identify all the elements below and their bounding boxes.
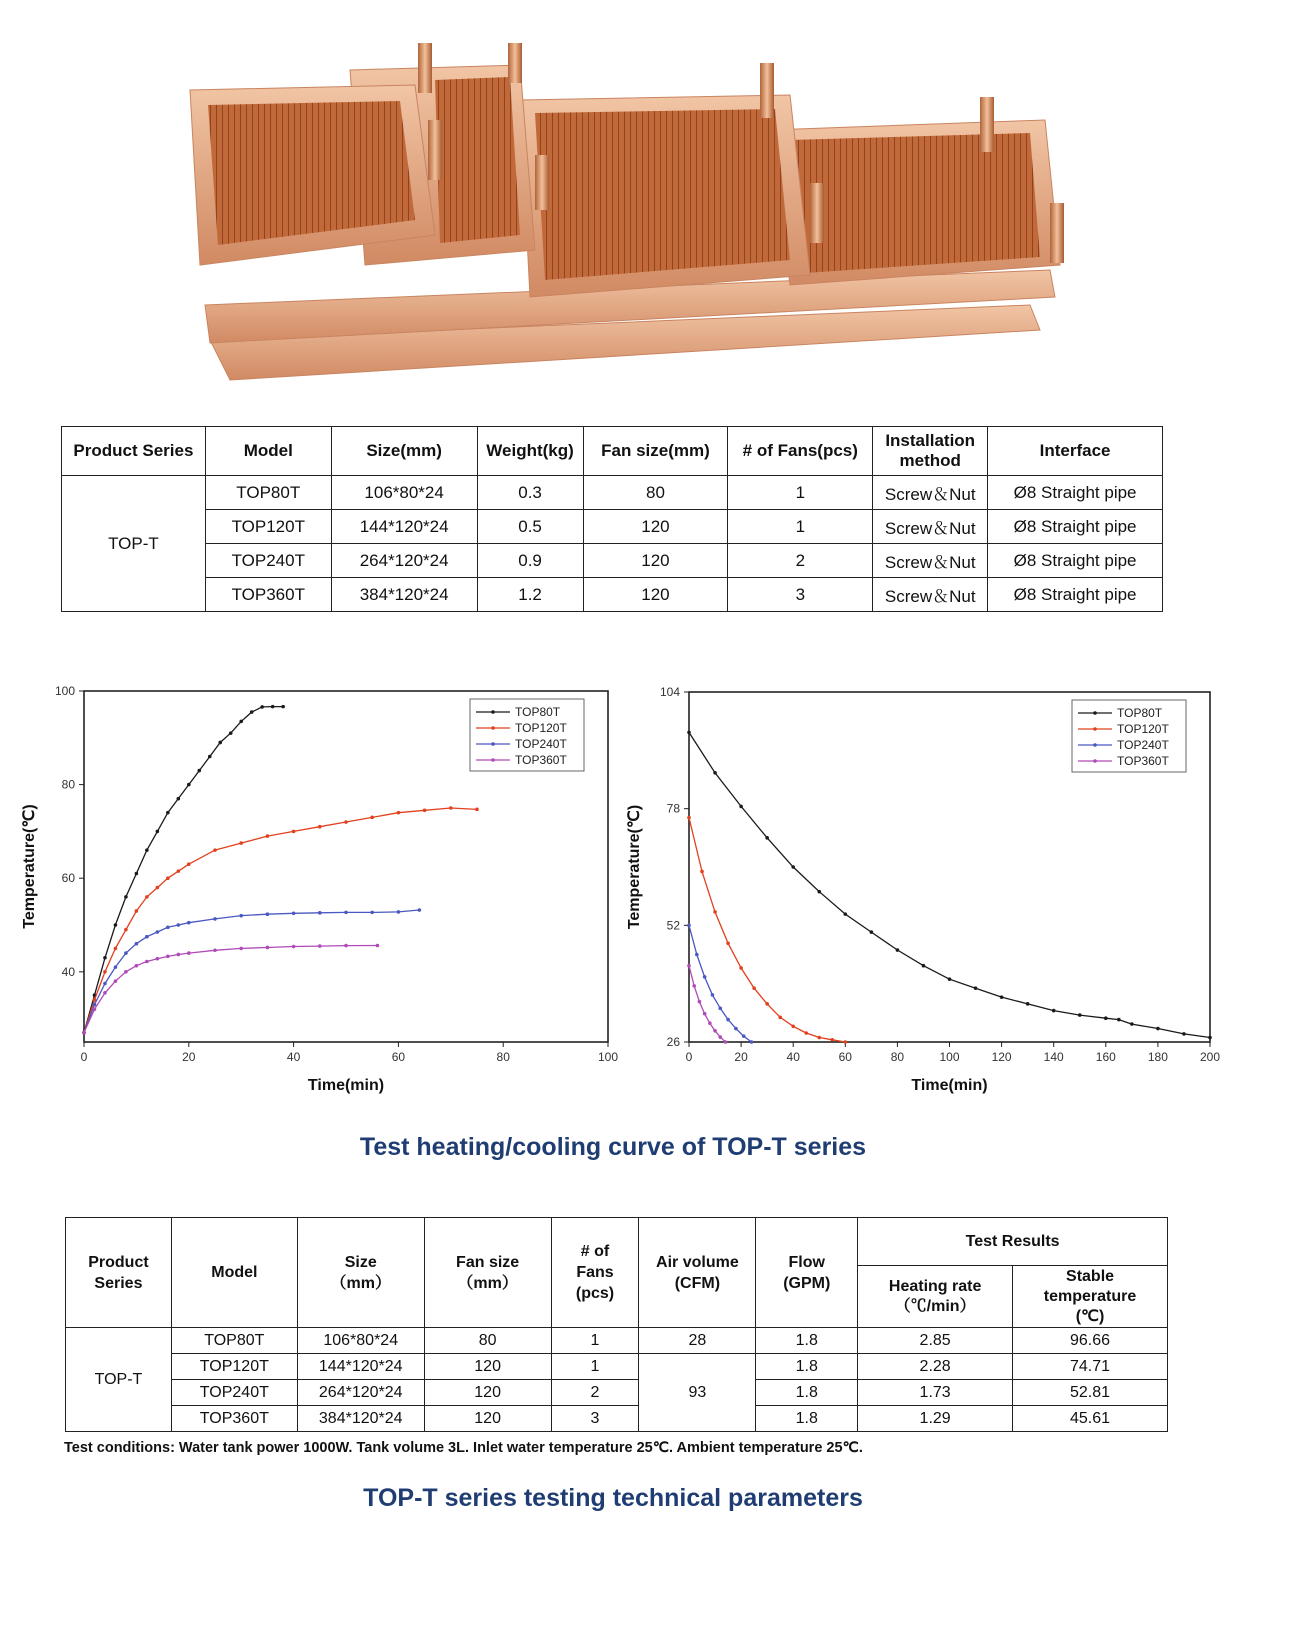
data-point <box>870 930 874 934</box>
data-point <box>114 923 118 927</box>
test-header-row <box>66 1218 1168 1266</box>
y-tick-label: 100 <box>54 684 75 698</box>
data-point <box>103 970 107 974</box>
legend-label: TOP120T <box>1117 722 1169 736</box>
flow-cell: 1.8 <box>756 1354 858 1380</box>
legend-label: TOP80T <box>515 705 561 719</box>
y-axis-title: Temperature(℃) <box>626 804 643 930</box>
test-header-model: Model <box>171 1218 297 1328</box>
fans-cell: 2 <box>551 1380 639 1406</box>
x-axis-title: Time(min) <box>307 1077 385 1094</box>
table-row <box>66 1354 1168 1380</box>
data-point <box>166 811 170 815</box>
weight-cell: 1.2 <box>477 578 583 612</box>
data-point <box>1078 1013 1082 1017</box>
interface-cell: Ø8 Straight pipe <box>988 578 1163 612</box>
data-point <box>218 741 222 745</box>
data-point <box>82 1031 86 1035</box>
cooling-curve-chart <box>620 670 1306 1110</box>
x-tick-label: 120 <box>991 1050 1012 1064</box>
data-point <box>344 820 348 824</box>
model-cell: TOP240T <box>171 1380 297 1406</box>
data-point <box>124 928 128 932</box>
legend-label: TOP120T <box>515 721 567 735</box>
y-tick-label: 26 <box>666 1035 680 1049</box>
data-point <box>318 944 322 948</box>
data-point <box>695 953 699 957</box>
data-point <box>114 965 118 969</box>
data-point <box>844 1040 848 1044</box>
data-point <box>135 964 139 968</box>
x-tick-label: 60 <box>391 1050 406 1064</box>
table-row <box>66 1406 1168 1432</box>
data-point <box>114 947 118 951</box>
air-shared-cell: 93 <box>639 1354 756 1432</box>
fan-size-cell: 120 <box>583 544 728 578</box>
install-cell: Screw＆Nut <box>873 476 988 510</box>
interface-cell: Ø8 Straight pipe <box>988 476 1163 510</box>
test-header-results: Test Results <box>858 1218 1168 1266</box>
y-axis-title: Temperature(℃) <box>21 804 38 929</box>
data-point <box>187 783 191 787</box>
test-header-series: Product Series <box>66 1218 172 1328</box>
data-point <box>156 830 160 834</box>
fans-cell: 1 <box>551 1328 639 1354</box>
data-point <box>208 755 212 759</box>
data-point <box>156 930 160 934</box>
fan-size-cell: 80 <box>424 1328 551 1354</box>
data-point <box>229 731 233 735</box>
test-results-table <box>65 1217 1168 1432</box>
spec-header-row <box>62 427 1163 476</box>
data-point <box>239 947 243 951</box>
data-point <box>817 890 821 894</box>
data-point <box>271 705 275 709</box>
test-header-size: Size （mm） <box>297 1218 424 1328</box>
fans-cell: 2 <box>728 544 873 578</box>
data-point <box>187 862 191 866</box>
size-cell: 106*80*24 <box>297 1328 424 1354</box>
data-point <box>266 912 270 916</box>
y-tick-label: 104 <box>659 685 680 699</box>
data-point <box>817 1036 821 1040</box>
data-point <box>266 834 270 838</box>
data-point <box>1117 1018 1121 1022</box>
data-point <box>292 945 296 949</box>
data-point <box>1052 1009 1056 1013</box>
install-cell: Screw＆Nut <box>873 544 988 578</box>
spec-header-size: Size(mm) <box>331 427 477 476</box>
stable-cell: 96.66 <box>1013 1328 1168 1354</box>
data-point <box>213 848 217 852</box>
heating-cell: 2.28 <box>858 1354 1013 1380</box>
data-point <box>156 886 160 890</box>
data-point <box>260 705 264 709</box>
series-line <box>689 732 1210 1037</box>
data-point <box>370 911 374 915</box>
data-point <box>124 951 128 955</box>
size-cell: 144*120*24 <box>297 1354 424 1380</box>
table-row <box>62 544 1163 578</box>
series-line <box>84 946 377 1033</box>
data-point <box>724 1040 728 1044</box>
fan-size-cell: 80 <box>583 476 728 510</box>
data-point <box>103 982 107 986</box>
x-tick-label: 20 <box>182 1050 196 1064</box>
data-point <box>708 1021 712 1025</box>
legend-label: TOP240T <box>1117 738 1169 752</box>
fan-size-cell: 120 <box>424 1354 551 1380</box>
size-cell: 144*120*24 <box>331 510 477 544</box>
x-tick-label: 100 <box>939 1050 960 1064</box>
fan-size-cell: 120 <box>583 578 728 612</box>
stable-cell: 74.71 <box>1013 1354 1168 1380</box>
data-point <box>124 970 128 974</box>
heating-cell: 1.29 <box>858 1406 1013 1432</box>
spec-header-series: Product Series <box>62 427 206 476</box>
data-point <box>739 805 743 809</box>
data-point <box>1182 1032 1186 1036</box>
fans-cell: 3 <box>551 1406 639 1432</box>
data-point <box>266 946 270 950</box>
model-cell: TOP80T <box>171 1328 297 1354</box>
y-tick-label: 60 <box>61 871 75 886</box>
model-cell: TOP360T <box>171 1406 297 1432</box>
spec-header-install: Installation method <box>873 427 988 476</box>
data-point <box>103 991 107 995</box>
x-axis-title: Time(min) <box>911 1077 988 1094</box>
y-tick-label: 52 <box>666 918 680 933</box>
size-cell: 384*120*24 <box>297 1406 424 1432</box>
x-tick-label: 40 <box>786 1050 800 1064</box>
weight-cell: 0.3 <box>477 476 583 510</box>
data-point <box>700 870 704 874</box>
spec-header-fans: # of Fans(pcs) <box>728 427 873 476</box>
data-point <box>726 941 730 945</box>
data-point <box>752 986 756 990</box>
series-line <box>84 910 419 1033</box>
data-point <box>166 876 170 880</box>
table-row <box>62 578 1163 612</box>
x-tick-label: 80 <box>890 1050 905 1064</box>
series-line <box>689 966 726 1042</box>
y-tick-label: 80 <box>61 777 75 792</box>
data-point <box>177 923 181 927</box>
data-point <box>703 1012 707 1016</box>
data-point <box>166 926 170 930</box>
legend-label: TOP80T <box>1117 706 1163 720</box>
data-point <box>692 984 696 988</box>
legend-marker <box>1093 727 1097 731</box>
table-row <box>62 476 1163 510</box>
model-cell: TOP120T <box>205 510 331 544</box>
fans-cell: 3 <box>728 578 873 612</box>
legend-label: TOP360T <box>515 753 567 767</box>
data-point <box>922 964 926 968</box>
data-point <box>213 917 217 921</box>
spec-header-weight: Weight(kg) <box>477 427 583 476</box>
data-point <box>844 912 848 916</box>
data-point <box>281 705 285 709</box>
data-point <box>791 1024 795 1028</box>
data-point <box>1026 1002 1030 1006</box>
data-point <box>93 1003 97 1007</box>
legend-marker <box>491 758 495 762</box>
data-point <box>765 836 769 840</box>
data-point <box>177 953 181 957</box>
legend-marker <box>1093 743 1097 747</box>
table-row <box>62 510 1163 544</box>
data-point <box>177 869 181 873</box>
interface-cell: Ø8 Straight pipe <box>988 544 1163 578</box>
data-point <box>318 825 322 829</box>
test-header-stable: Stable temperature (℃) <box>1013 1266 1168 1328</box>
data-point <box>1156 1027 1160 1031</box>
data-point <box>145 935 149 939</box>
data-point <box>974 986 978 990</box>
data-point <box>687 964 691 968</box>
data-point <box>376 944 380 948</box>
test-header-fan-size: Fan size （mm） <box>424 1218 551 1328</box>
legend-marker <box>491 710 495 714</box>
fans-cell: 1 <box>728 476 873 510</box>
fans-cell: 1 <box>728 510 873 544</box>
stable-cell: 52.81 <box>1013 1380 1168 1406</box>
spec-header-model: Model <box>205 427 331 476</box>
interface-cell: Ø8 Straight pipe <box>988 510 1163 544</box>
data-point <box>397 910 401 914</box>
data-point <box>93 1007 97 1011</box>
stable-cell: 45.61 <box>1013 1406 1168 1432</box>
x-tick-label: 160 <box>1095 1050 1116 1064</box>
spec-table <box>61 426 1163 612</box>
data-point <box>135 942 139 946</box>
spec-header-interface: Interface <box>988 427 1163 476</box>
data-point <box>687 731 691 735</box>
data-point <box>718 1035 722 1039</box>
series-line <box>689 925 752 1042</box>
model-cell: TOP360T <box>205 578 331 612</box>
legend-marker <box>1093 711 1097 715</box>
data-point <box>1130 1022 1134 1026</box>
data-point <box>726 1018 730 1022</box>
data-point <box>687 924 691 928</box>
data-point <box>449 806 453 810</box>
data-point <box>423 809 427 813</box>
data-point <box>187 921 191 925</box>
data-point <box>177 797 181 801</box>
data-point <box>687 816 691 820</box>
data-point <box>742 1034 746 1038</box>
test-series-cell: TOP-T <box>66 1328 172 1432</box>
test-header-heating: Heating rate （℃/min） <box>858 1266 1013 1328</box>
y-tick-label: 78 <box>666 801 680 816</box>
series-line <box>84 808 477 1033</box>
install-cell: Screw＆Nut <box>873 510 988 544</box>
x-tick-label: 200 <box>1199 1050 1221 1064</box>
data-point <box>703 975 707 979</box>
test-header-air: Air volume (CFM) <box>639 1218 756 1328</box>
chart-caption: Test heating/cooling curve of TOP-T series <box>359 1133 867 1161</box>
data-point <box>166 955 170 959</box>
model-cell: TOP80T <box>205 476 331 510</box>
flow-cell: 1.8 <box>756 1380 858 1406</box>
series-line <box>689 818 845 1042</box>
x-tick-label: 40 <box>286 1050 301 1064</box>
product-photo <box>150 35 1100 395</box>
data-point <box>114 979 118 983</box>
data-point <box>145 895 149 899</box>
data-point <box>397 811 401 815</box>
data-point <box>750 1040 754 1044</box>
data-point <box>698 1000 702 1004</box>
size-cell: 264*120*24 <box>297 1380 424 1406</box>
data-point <box>713 1029 717 1033</box>
data-point <box>418 908 422 912</box>
data-point <box>344 944 348 948</box>
data-point <box>739 966 743 970</box>
data-point <box>734 1027 738 1031</box>
fan-size-cell: 120 <box>424 1380 551 1406</box>
legend-label: TOP360T <box>1117 754 1169 768</box>
test-header-fans: # of Fans (pcs) <box>551 1218 639 1328</box>
data-point <box>711 993 715 997</box>
data-point <box>292 830 296 834</box>
fan-size-cell: 120 <box>424 1406 551 1432</box>
legend-marker <box>1093 759 1097 763</box>
spec-header-fan-size: Fan size(mm) <box>583 427 728 476</box>
data-point <box>804 1031 808 1035</box>
x-tick-label: 100 <box>597 1050 619 1064</box>
data-point <box>124 895 128 899</box>
table-caption: TOP-T series testing technical parameters <box>363 1484 863 1512</box>
data-point <box>344 911 348 915</box>
model-cell: TOP240T <box>205 544 331 578</box>
legend-marker <box>491 742 495 746</box>
x-tick-label: 0 <box>685 1050 693 1064</box>
data-point <box>135 909 139 913</box>
data-point <box>239 841 243 845</box>
data-point <box>156 957 160 961</box>
x-tick-label: 80 <box>496 1050 510 1064</box>
data-point <box>187 951 191 955</box>
data-point <box>318 911 322 915</box>
heating-cell: 2.85 <box>858 1328 1013 1354</box>
data-point <box>830 1038 834 1042</box>
size-cell: 106*80*24 <box>331 476 477 510</box>
data-point <box>213 948 217 952</box>
test-header-flow: Flow (GPM) <box>756 1218 858 1328</box>
flow-cell: 1.8 <box>756 1406 858 1432</box>
data-point <box>135 872 139 876</box>
data-point <box>197 769 201 773</box>
heating-curve-chart <box>0 670 640 1110</box>
data-point <box>145 848 149 852</box>
weight-cell: 0.5 <box>477 510 583 544</box>
x-tick-label: 0 <box>80 1050 88 1064</box>
x-tick-label: 140 <box>1043 1050 1064 1064</box>
fans-cell: 1 <box>551 1354 639 1380</box>
fan-size-cell: 120 <box>583 510 728 544</box>
spec-series-cell: TOP-T <box>62 476 206 612</box>
air-cell: 28 <box>639 1328 756 1354</box>
data-point <box>713 910 717 914</box>
y-tick-label: 40 <box>61 964 75 979</box>
heating-cell: 1.73 <box>858 1380 1013 1406</box>
data-point <box>713 771 717 775</box>
data-point <box>1000 995 1004 999</box>
data-point <box>475 808 479 812</box>
legend-marker <box>491 726 495 730</box>
data-point <box>765 1002 769 1006</box>
table-row <box>66 1328 1168 1354</box>
x-tick-label: 60 <box>838 1050 852 1064</box>
data-point <box>239 720 243 724</box>
model-cell: TOP120T <box>171 1354 297 1380</box>
data-point <box>1104 1016 1108 1020</box>
data-point <box>370 816 374 820</box>
test-conditions-note: Test conditions: Water tank power 1000W. Tank volume 3L. Inlet water temperature 25℃. Ambient temperature 25℃. <box>64 1440 863 1456</box>
data-point <box>292 912 296 916</box>
x-tick-label: 20 <box>734 1050 748 1064</box>
size-cell: 384*120*24 <box>331 578 477 612</box>
table-row <box>66 1380 1168 1406</box>
data-point <box>145 960 149 964</box>
x-tick-label: 180 <box>1147 1050 1168 1064</box>
weight-cell: 0.9 <box>477 544 583 578</box>
install-cell: Screw＆Nut <box>873 578 988 612</box>
data-point <box>250 710 254 714</box>
size-cell: 264*120*24 <box>331 544 477 578</box>
data-point <box>791 865 795 869</box>
data-point <box>103 956 107 960</box>
data-point <box>718 1007 722 1011</box>
data-point <box>948 977 952 981</box>
data-point <box>896 948 900 952</box>
legend-label: TOP240T <box>515 737 567 751</box>
flow-cell: 1.8 <box>756 1328 858 1354</box>
data-point <box>778 1016 782 1020</box>
data-point <box>1208 1036 1212 1040</box>
data-point <box>239 914 243 918</box>
